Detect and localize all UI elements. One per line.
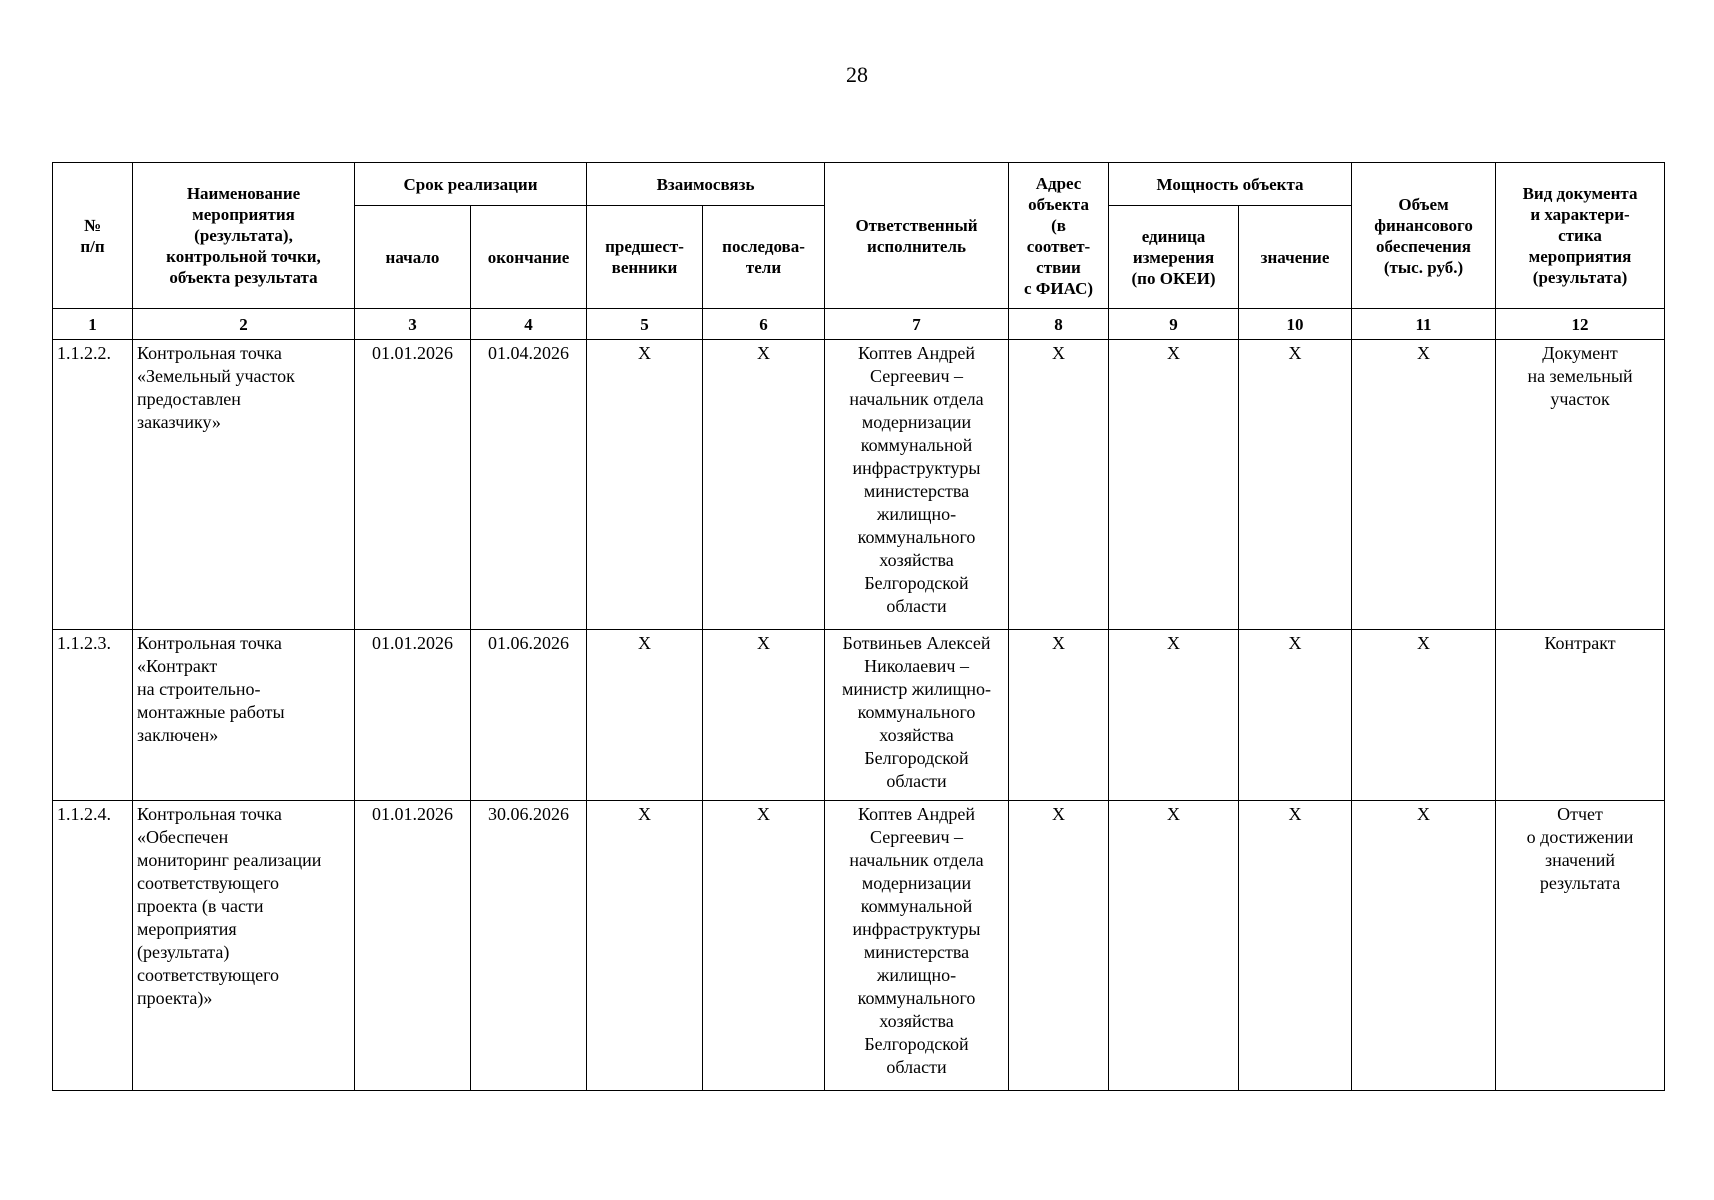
row-end-date: 01.06.2026 bbox=[471, 630, 587, 801]
row-start-date: 01.01.2026 bbox=[355, 340, 471, 630]
header-funding: Объем финансового обеспечения (тыс. руб.) bbox=[1352, 163, 1496, 309]
row-num: 1.1.2.3. bbox=[53, 630, 133, 801]
row-doc-type: Контракт bbox=[1496, 630, 1665, 801]
row-responsible: Коптев Андрей Сергеевич – начальник отдела модернизации коммунальной инфраструктуры министерства жилищно- коммунального хозяйства Белгородской области bbox=[825, 340, 1009, 630]
column-number: 3 bbox=[355, 309, 471, 340]
header-capacity: Мощность объекта bbox=[1109, 163, 1352, 206]
row-num: 1.1.2.4. bbox=[53, 801, 133, 1091]
row-start-date: 01.01.2026 bbox=[355, 801, 471, 1091]
row-predecessors: X bbox=[587, 340, 703, 630]
header-successors: последова- тели bbox=[703, 206, 825, 309]
row-value: X bbox=[1239, 630, 1352, 801]
row-doc-type: Документ на земельный участок bbox=[1496, 340, 1665, 630]
row-end-date: 30.06.2026 bbox=[471, 801, 587, 1091]
row-end-date: 01.04.2026 bbox=[471, 340, 587, 630]
plan-table bbox=[52, 162, 1665, 1091]
row-address: X bbox=[1009, 630, 1109, 801]
header-end: окончание bbox=[471, 206, 587, 309]
row-unit: X bbox=[1109, 340, 1239, 630]
row-unit: X bbox=[1109, 630, 1239, 801]
column-number: 5 bbox=[587, 309, 703, 340]
column-number: 9 bbox=[1109, 309, 1239, 340]
row-num: 1.1.2.2. bbox=[53, 340, 133, 630]
column-number: 12 bbox=[1496, 309, 1665, 340]
row-successors: X bbox=[703, 630, 825, 801]
column-number: 8 bbox=[1009, 309, 1109, 340]
row-funding: X bbox=[1352, 801, 1496, 1091]
row-name: Контрольная точка «Земельный участок предоставлен заказчику» bbox=[133, 340, 355, 630]
row-predecessors: X bbox=[587, 801, 703, 1091]
row-successors: X bbox=[703, 801, 825, 1091]
table-row bbox=[53, 801, 1665, 1091]
row-start-date: 01.01.2026 bbox=[355, 630, 471, 801]
row-address: X bbox=[1009, 340, 1109, 630]
table-row bbox=[53, 630, 1665, 801]
header-responsible: Ответственный исполнитель bbox=[825, 163, 1009, 309]
header-unit: единица измерения (по ОКЕИ) bbox=[1109, 206, 1239, 309]
column-number: 7 bbox=[825, 309, 1009, 340]
header-num: № п/п bbox=[53, 163, 133, 309]
header-period: Срок реализации bbox=[355, 163, 587, 206]
column-number: 6 bbox=[703, 309, 825, 340]
header-address: Адрес объекта (в соответ- ствии с ФИАС) bbox=[1009, 163, 1109, 309]
row-predecessors: X bbox=[587, 630, 703, 801]
column-number: 2 bbox=[133, 309, 355, 340]
row-address: X bbox=[1009, 801, 1109, 1091]
header-name: Наименование мероприятия (результата), контрольной точки, объекта результата bbox=[133, 163, 355, 309]
row-value: X bbox=[1239, 340, 1352, 630]
row-responsible: Коптев Андрей Сергеевич – начальник отдела модернизации коммунальной инфраструктуры министерства жилищно- коммунального хозяйства Белгородской области bbox=[825, 801, 1009, 1091]
column-number: 1 bbox=[53, 309, 133, 340]
row-value: X bbox=[1239, 801, 1352, 1091]
row-funding: X bbox=[1352, 630, 1496, 801]
row-successors: X bbox=[703, 340, 825, 630]
row-funding: X bbox=[1352, 340, 1496, 630]
row-doc-type: Отчет о достижении значений результата bbox=[1496, 801, 1665, 1091]
header-relation: Взаимосвязь bbox=[587, 163, 825, 206]
header-predecessors: предшест- венники bbox=[587, 206, 703, 309]
page-number: 28 bbox=[846, 62, 868, 87]
row-name: Контрольная точка «Обеспечен мониторинг реализации соответствующего проекта (в части мероприятия (результата) соответствующего проекта)» bbox=[133, 801, 355, 1091]
header-doc-type: Вид документа и характери- стика мероприятия (результата) bbox=[1496, 163, 1665, 309]
column-number: 10 bbox=[1239, 309, 1352, 340]
column-number: 4 bbox=[471, 309, 587, 340]
table-row bbox=[53, 340, 1665, 630]
header-value: значение bbox=[1239, 206, 1352, 309]
row-name: Контрольная точка «Контракт на строительно- монтажные работы заключен» bbox=[133, 630, 355, 801]
column-number: 11 bbox=[1352, 309, 1496, 340]
header-start: начало bbox=[355, 206, 471, 309]
row-responsible: Ботвиньев Алексей Николаевич – министр жилищно- коммунального хозяйства Белгородской области bbox=[825, 630, 1009, 801]
row-unit: X bbox=[1109, 801, 1239, 1091]
